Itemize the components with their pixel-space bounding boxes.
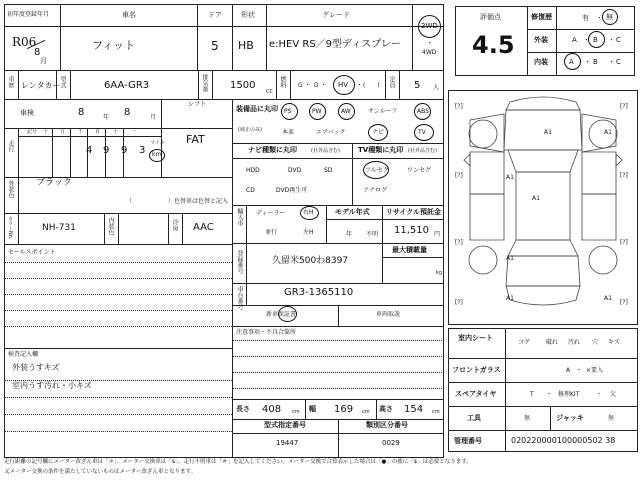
divider: [448, 358, 638, 359]
odometer-digit: 3: [139, 145, 146, 156]
grade-label: グレード: [322, 11, 350, 19]
sep: ・: [596, 14, 603, 22]
sou-label: 走行: [7, 140, 14, 152]
car-name: フィット: [92, 39, 136, 52]
sep: ・: [576, 367, 583, 374]
diagram-bracket-label: [?]: [620, 172, 628, 179]
divider: [382, 257, 444, 258]
width-label: 幅: [309, 405, 316, 413]
fuel-label: 燃料: [279, 76, 286, 88]
ext-b: B: [593, 36, 598, 44]
fuel-d: D: [314, 82, 319, 89]
damage-a1-label: A1: [506, 295, 514, 302]
repair-none: 無: [606, 13, 613, 21]
km-label: km: [152, 151, 162, 158]
max-load-label: 最大積載量: [392, 246, 427, 254]
tv-note: (社外品含む): [408, 148, 437, 154]
kg-unit: kg: [436, 270, 443, 276]
ext-a: A: [572, 36, 577, 44]
equipment-note: (純正のみ): [238, 127, 262, 133]
seat-label: 室内シート: [458, 334, 493, 342]
odometer-digit-header: 千: [78, 129, 84, 135]
divider: [18, 177, 19, 213]
equip-item-tv: TV: [418, 129, 426, 136]
interior-color-label: 内装色: [107, 217, 114, 235]
nav-item-cd: CD: [246, 187, 255, 194]
repair-label: 修復歴: [531, 13, 552, 21]
equip-item-airbag: エアバック: [316, 129, 346, 136]
equip-item-pw: PW: [312, 108, 322, 115]
jack-label: ジャッキ: [556, 414, 584, 422]
divider: [4, 26, 444, 27]
divider: [212, 70, 213, 99]
divider: [385, 70, 386, 99]
seats-unit: 人: [433, 84, 440, 91]
new-warranty: 新車保証書: [266, 311, 297, 318]
registration-label: 登録番号: [236, 250, 243, 274]
model: 6AA-GR3: [104, 80, 150, 91]
cooler-label: 冷房: [171, 219, 178, 231]
sep: ・: [608, 58, 615, 66]
divider: [232, 283, 444, 284]
divider: [266, 4, 267, 70]
yen-unit: 円: [434, 231, 441, 238]
nav-item-dvd-play: DVD再生可: [276, 187, 308, 194]
use-label: 車歴: [7, 76, 14, 88]
type-designation: 19447: [276, 439, 299, 447]
disp-label: 排気量: [201, 74, 208, 92]
spare-none: 欠: [610, 391, 617, 398]
seat-item-hole: 穴: [592, 339, 599, 346]
first-reg-label: 初年度登録年月: [7, 11, 50, 18]
inspector-label: 検査記入欄: [8, 351, 39, 358]
seats-label: 定員: [388, 76, 395, 88]
int-b: B: [593, 58, 598, 66]
height-label: 高さ: [379, 405, 393, 413]
damage-a1-label: A1: [506, 255, 514, 262]
damage-a1-label: A1: [506, 174, 514, 181]
divider: [448, 406, 638, 407]
length: 408: [262, 404, 282, 415]
car-diagram: [448, 90, 638, 325]
seat-item-tear: 破れ: [546, 339, 559, 346]
divider: [290, 70, 291, 99]
tv-item-analog: アナログ: [363, 187, 388, 194]
diagram-bracket-label: [?]: [620, 239, 628, 246]
damage-a1-label: A1: [604, 129, 612, 136]
divider: [232, 326, 444, 327]
divider: [505, 328, 506, 452]
inspection-month: 8: [124, 107, 131, 118]
int-a: A: [569, 58, 574, 66]
registration-plate: 久留米500わ8397: [272, 256, 349, 266]
displacement: 1500: [230, 80, 256, 91]
divider: [104, 213, 105, 244]
diagram-bracket-label: [?]: [455, 239, 463, 246]
divider: [338, 305, 339, 326]
height: 154: [404, 404, 424, 415]
divider: [70, 128, 71, 177]
tools-label: 工具: [467, 414, 481, 422]
divider: [382, 205, 383, 283]
divider: [18, 213, 19, 244]
divider: [527, 29, 635, 30]
divider: [276, 70, 277, 99]
divider: [232, 143, 444, 144]
mile-label: マイル: [150, 140, 165, 146]
exterior-label: 外装色: [7, 180, 14, 198]
recycle-label: リサイクル預託金: [386, 208, 442, 216]
divider: [70, 70, 71, 99]
divider: [527, 52, 635, 53]
diagram-bracket-label: [?]: [620, 299, 628, 306]
cc-unit: CC: [266, 89, 273, 95]
odometer-digit-header: 万: [60, 129, 66, 135]
score-value: 4.5: [472, 31, 515, 59]
odometer-digit-header: 十: [43, 129, 49, 135]
attention-label: 注意事項・不具合箇所: [236, 329, 297, 336]
mgmt-label: 管理番号: [454, 437, 482, 445]
sales-label: セールスポイント: [8, 249, 56, 256]
inspector-note-1: 外装うすキズ: [12, 363, 60, 372]
divider: [168, 213, 169, 244]
equip-item-ps: PS: [284, 108, 292, 115]
fuel-hv: HV: [338, 81, 349, 89]
divider: [232, 4, 233, 70]
import-right: 右H: [303, 209, 314, 216]
recycle: 11,510: [394, 225, 429, 236]
manual: 車両取説: [376, 311, 401, 318]
seat-item-scratch: キズ: [608, 339, 620, 346]
divider: [232, 99, 233, 458]
divider: [60, 4, 61, 70]
divider: [527, 6, 528, 76]
chassis-label: 車台番号: [236, 286, 243, 310]
cm-unit: cm: [432, 409, 440, 415]
sep: ・: [584, 58, 591, 66]
divider: [412, 4, 413, 70]
class-value: 0029: [382, 439, 400, 447]
import-parallel: 並行: [265, 229, 278, 236]
nav-note: (社外品含む): [311, 148, 340, 154]
shape-label: 形状: [241, 11, 255, 19]
nav-item-dvd: DVD: [288, 167, 302, 174]
exterior-color: ブラック: [36, 178, 72, 188]
damage-a1-label: A1: [604, 295, 612, 302]
diagram-bracket-label: [?]: [455, 172, 463, 179]
diagram-bracket-label: [?]: [455, 299, 463, 306]
month-unit: 月: [150, 114, 157, 121]
footer-line-1: 走行距離の記号欄にメーター改ざん車は「＊」、メーター交換車は「$」、走行不明車は「＃」を記入してください。メーター交換で合算表示した場合は「●」の後に「$」は必要となります。: [4, 459, 472, 465]
diagram-bracket-label: [?]: [455, 103, 463, 110]
seat-item-dirt: 汚れ: [568, 339, 581, 346]
ext-label: 外装: [534, 36, 548, 44]
score-label: 評価点: [480, 13, 501, 21]
divider: [161, 99, 162, 177]
colorno: NH-731: [42, 223, 76, 233]
model-year-unknown: 不明: [366, 231, 379, 238]
divider: [4, 244, 232, 245]
int-c: C: [616, 58, 621, 66]
drive-2wd: 2WD: [421, 22, 438, 30]
nav-item-sd: SD: [324, 167, 333, 174]
odometer-digit-header: 一: [131, 129, 137, 135]
width: 169: [334, 404, 354, 415]
fuel-g: G: [298, 82, 303, 89]
spare-kit: 修理KIT: [558, 391, 580, 398]
sep: ・: [583, 36, 590, 44]
odometer-digit: 4: [86, 145, 93, 156]
inspection-label: 車検: [20, 109, 34, 117]
spare-t: T: [530, 391, 534, 398]
windshield-x: ×要入: [586, 367, 604, 374]
odometer-digit-header: 十: [113, 129, 119, 135]
grade: e:HEV RS／9型ディスプレー: [269, 39, 401, 50]
sep: ・: [608, 36, 615, 44]
divider: [4, 99, 444, 100]
divider: [197, 4, 198, 70]
drive-dot: ･: [428, 39, 432, 47]
tv-item-oneseg: ワンセグ: [407, 167, 432, 174]
sep: ・: [546, 391, 553, 398]
divider: [448, 430, 638, 431]
shape: HB: [238, 39, 254, 52]
divider: [326, 219, 444, 220]
shift-label: シフト: [188, 101, 207, 108]
month-unit: 月: [40, 57, 47, 65]
ext-c: C: [616, 36, 621, 44]
int-label: 内装: [534, 58, 548, 66]
divider: [246, 243, 247, 305]
odometer-digit-header: 百: [95, 129, 101, 135]
spare-label: スペアタイヤ: [455, 390, 497, 398]
exterior-note: （ ）色替車は色替と記入: [126, 198, 229, 205]
cm-unit: cm: [292, 409, 300, 415]
use: レンタカー: [21, 81, 61, 90]
shift: FAT: [186, 133, 205, 146]
equip-item-navi: ナビ: [372, 129, 385, 136]
chassis: GR3-1365110: [284, 287, 354, 298]
divider: [326, 205, 327, 243]
import-label: 輸入車: [236, 208, 243, 226]
first-reg-year: R06: [12, 35, 37, 49]
inspection-year: 8: [78, 107, 85, 118]
divider: [232, 158, 444, 159]
damage-a1-label: A1: [544, 129, 552, 136]
cm-unit: cm: [362, 409, 370, 415]
model-label: 型式: [59, 76, 66, 88]
jack: 無: [608, 415, 615, 422]
length-label: 長さ: [236, 405, 250, 413]
kirokubo-label: 記号: [27, 129, 38, 135]
cooler: AAC: [193, 222, 214, 233]
divider: [305, 399, 306, 419]
seats: 5: [414, 80, 421, 91]
divider: [338, 419, 339, 458]
divider: [118, 213, 119, 244]
divider: [4, 128, 232, 129]
equipment-label: 装備品に丸印: [236, 105, 278, 113]
mgmt-number: 020220000100000502 38: [511, 436, 616, 445]
import-left: 左H: [303, 229, 314, 236]
tv-label: TV種類に丸印: [358, 146, 404, 154]
equip-item-aw: AW: [341, 108, 351, 115]
divider: [246, 205, 247, 243]
divider: [232, 399, 444, 400]
divider: [232, 243, 444, 244]
divider: [18, 128, 19, 177]
repair-yes: 有: [582, 14, 589, 22]
odometer-digit: 9: [103, 145, 110, 156]
windshield-a: A: [566, 367, 571, 374]
divider: [18, 70, 19, 99]
seat-item-koge: コゲ: [518, 339, 531, 346]
equip-item-sunroof: サンルーフ: [368, 108, 398, 115]
inspector-note-2: 室内うす汚れ・小キズ: [12, 381, 92, 390]
import-dealer: ディーラー: [256, 210, 286, 217]
colorno-label: カラーNo.: [7, 216, 13, 240]
sep: ・: [596, 391, 603, 398]
tools: 無: [524, 415, 531, 422]
model-year-unit: 年: [346, 231, 353, 238]
doors: 5: [211, 39, 219, 53]
equip-item-abs: ABS: [417, 108, 429, 115]
class-label: 類別区分番号: [366, 421, 408, 429]
diagram-bracket-label: [?]: [620, 103, 628, 110]
nav-label: ナビ種類に丸印: [248, 146, 297, 154]
tv-item-fullseg: フルセグ: [365, 167, 389, 174]
divider: [352, 143, 353, 205]
windshield-label: フロントガラス: [452, 366, 501, 374]
type-designation-label: 型式指定番号: [264, 421, 306, 429]
divider: [556, 6, 557, 76]
divider: [4, 348, 232, 349]
divider: [52, 128, 53, 177]
footer-line-2: 又メーター交換の条件を満たしていないものはメーター改ざん車となります。: [4, 469, 197, 475]
model-year-label: モデル年式: [335, 208, 370, 216]
odometer-digit: 9: [121, 145, 128, 156]
fuel-other: ( ): [363, 82, 380, 89]
nav-item-hdd: HDD: [246, 167, 260, 174]
divider: [232, 205, 444, 206]
damage-a1-label: A1: [532, 195, 540, 202]
doors-label: ドア: [208, 11, 222, 19]
equip-item-leather: 本革: [282, 129, 295, 136]
drive-4wd: 4WD: [422, 49, 437, 56]
divider: [232, 433, 444, 434]
divider: [550, 406, 551, 430]
divider: [376, 399, 377, 419]
divider: [198, 70, 199, 99]
divider: [399, 70, 400, 99]
car-name-label: 車名: [122, 11, 136, 19]
divider: [448, 382, 638, 383]
year-unit: 年: [103, 114, 110, 121]
first-reg-month: 8: [34, 47, 41, 58]
divider: [182, 213, 183, 244]
divider: [18, 136, 161, 137]
